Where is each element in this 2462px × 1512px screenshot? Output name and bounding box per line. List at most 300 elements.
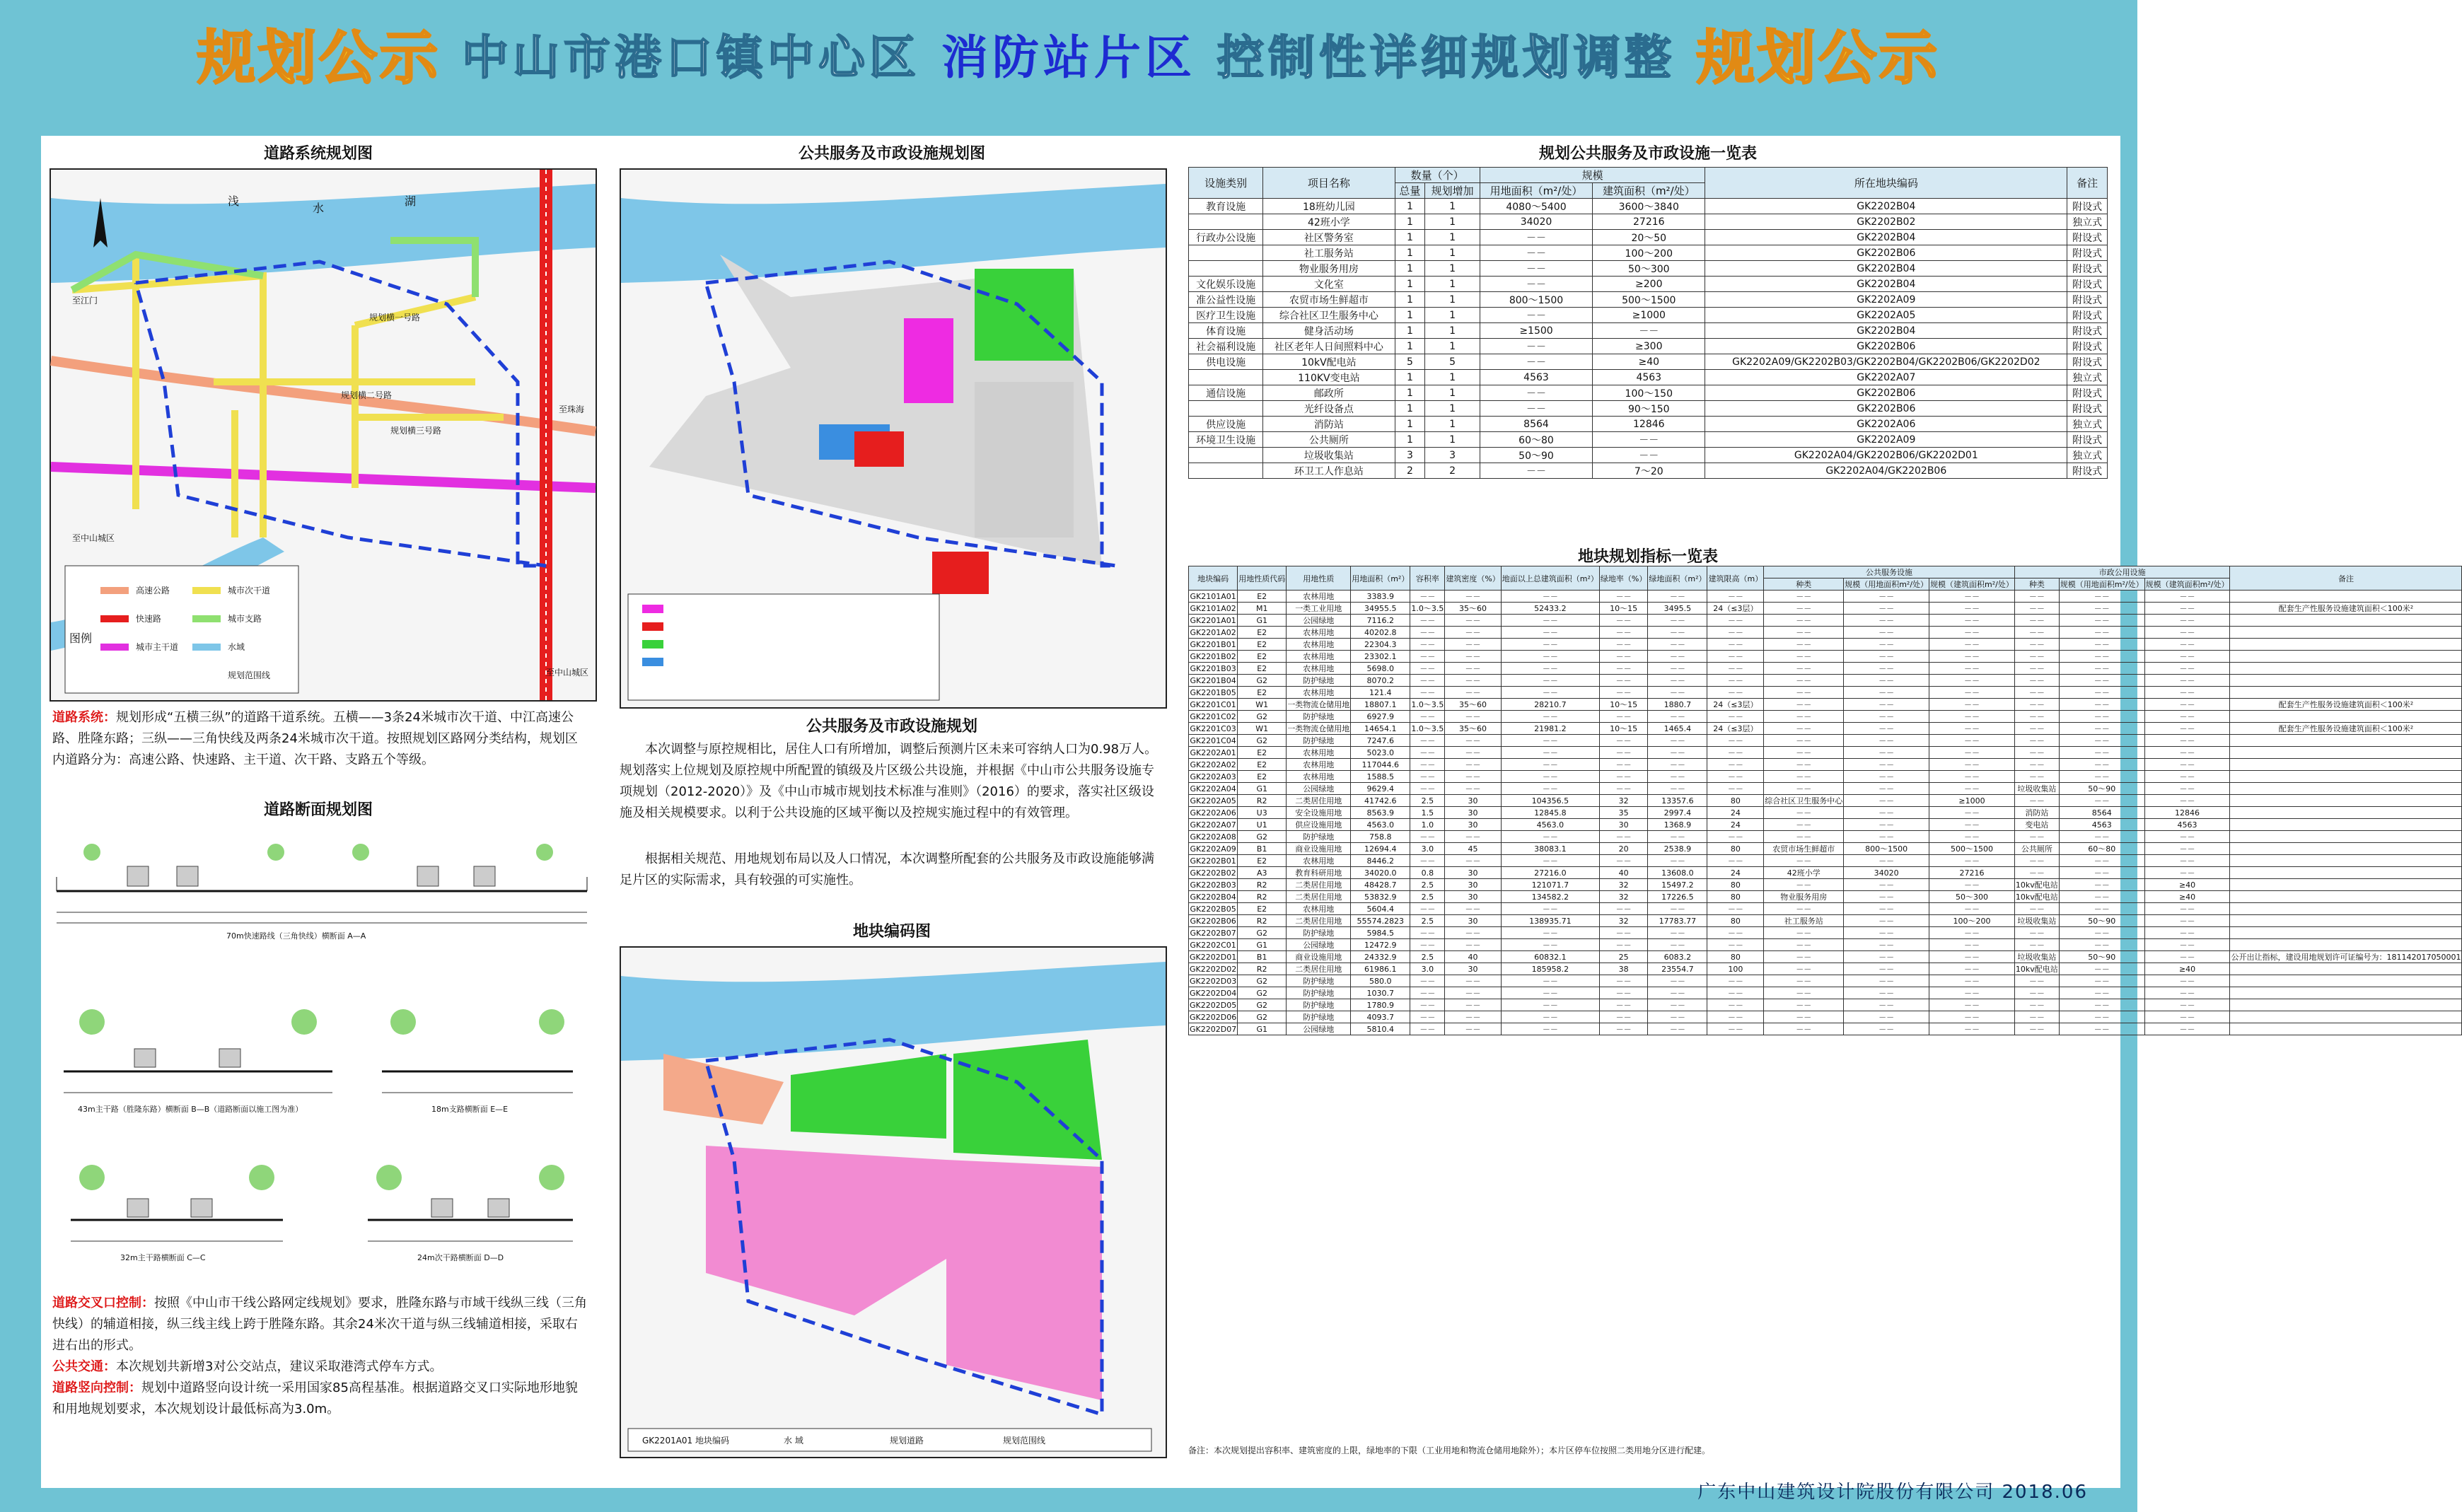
parcel-row (1189, 819, 2462, 831)
parcel-row-cell: R2 (1238, 795, 1287, 807)
road-label-h1: 规划横一号路 (369, 313, 421, 322)
parcel-row-cell: 一类物流仓储用地 (1287, 699, 1351, 711)
parcel-row-cell: 24 (1707, 807, 1764, 819)
road-text-body4: 规划中道路竖向设计统一采用国家85高程基准。根据道路交叉口实际地形地貌和用地规划要求，本次规划设计最低标高为3.0m。 (52, 1380, 578, 1417)
facility-row-cell: 8564 (1480, 417, 1592, 432)
parcel-row-cell: 30 (1445, 819, 1501, 831)
footer-company: 广东中山建筑设计院股份有限公司 2018.06 (1697, 1482, 2088, 1503)
parcel-row-cell: －－ (1599, 1011, 1647, 1023)
parcel-row-cell: －－ (1929, 603, 2015, 615)
parcel-row-cell: G2 (1238, 711, 1287, 723)
parcel-row-cell: 55574.2823 (1351, 915, 1410, 927)
parcel-row-cell: 50～300 (1929, 891, 2015, 903)
parcel-row-cell: －－ (1929, 687, 2015, 699)
parcel-row-cell: －－ (1764, 939, 1844, 951)
t2-h-code: 地块编码 (1189, 566, 1238, 591)
facility-row-cell: －－ (1593, 448, 1705, 463)
facility-row-cell: －－ (1480, 339, 1592, 354)
parcel-row-cell: －－ (1764, 963, 1844, 975)
facility-table-body (1189, 199, 2108, 479)
parcel-row-cell: －－ (1445, 639, 1501, 651)
parcel-row-cell: －－ (2059, 699, 2144, 711)
parcel-row-cell: E2 (1238, 747, 1287, 759)
parcel-row-cell: 垃圾收集站 (2014, 915, 2059, 927)
parcel-row-cell: －－ (2059, 771, 2144, 783)
parcel-row-cell: －－ (1445, 651, 1501, 663)
legend-secondary: 城市次干道 (228, 586, 271, 595)
parcel-row-cell: 9629.4 (1351, 783, 1410, 795)
parcel-row-cell: 800～1500 (1844, 843, 1929, 855)
parcel-row (1189, 999, 2462, 1011)
parcel-row-cell: E2 (1238, 855, 1287, 867)
parcel-row (1189, 927, 2462, 939)
parcel-row-cell: 8563.9 (1351, 807, 1410, 819)
parcel-row-cell: 60832.1 (1501, 951, 1599, 963)
table2-note: 备注：本次规划提出容积率、建筑密度的上限，绿地率的下限（工业用地和物流仓储用地除外）；本片区停车位按照二类用地分区进行配建。 (1188, 1446, 1711, 1455)
parcel-row-cell: －－ (2014, 939, 2059, 951)
parcel-row-cell: －－ (1599, 771, 1647, 783)
parcel-row (1189, 831, 2462, 843)
parcel-row-cell: 34955.5 (1351, 603, 1410, 615)
parcel-row-cell: GK2201C02 (1190, 711, 1236, 721)
t2-sh-type1: 种类 (1764, 578, 1844, 591)
facility-row-cell: GK2202B04 (1705, 199, 2067, 214)
parcel-row-cell: －－ (2059, 639, 2144, 651)
parcel-row-cell: 138935.71 (1501, 915, 1599, 927)
t2-h-note: 备注 (2230, 566, 2462, 591)
facility-row-cell: 附设式 (2067, 354, 2108, 370)
parcel-row-cell: －－ (1410, 711, 1445, 723)
parcel-row-cell: －－ (2144, 723, 2230, 735)
parcel-row-cell: －－ (1707, 939, 1764, 951)
facility-row-cell: 1 (1425, 292, 1480, 308)
parcel-row-cell: －－ (1707, 831, 1764, 843)
parcel-row-cell: 32 (1599, 891, 1647, 903)
parcel-row-cell: －－ (1501, 987, 1599, 999)
facility-row-cell: 环境卫生设施 (1189, 432, 1263, 448)
parcel-row-cell: 24（≤3层） (1707, 723, 1764, 735)
parcel-row-cell: G1 (1238, 615, 1287, 627)
parcel-row-cell: －－ (1445, 627, 1501, 639)
parcel-row-cell: 24（≤3层） (1707, 603, 1764, 615)
facility-row-cell: 健身活动场 (1263, 323, 1395, 339)
parcel-row-cell: 防护绿地 (1287, 975, 1351, 987)
parcel-row-cell: GK2201B01 (1190, 639, 1236, 649)
parcel-row-cell: －－ (2014, 1023, 2059, 1035)
parcel-row-cell (2230, 747, 2462, 759)
parcel-row-cell: －－ (1707, 927, 1764, 939)
parcel-row-cell (2230, 891, 2462, 903)
facility-row-cell: 1 (1395, 432, 1425, 448)
parcel-row-cell: －－ (1844, 819, 1929, 831)
parcel-row (1189, 903, 2462, 915)
facility-row-cell: 附设式 (2067, 261, 2108, 277)
parcel-row-cell: 3495.5 (1648, 603, 1707, 615)
facility-row-cell: 社区警务室 (1263, 230, 1395, 245)
parcel-row-cell: 商业设施用地 (1287, 951, 1351, 963)
parcel-row-cell: G1 (1238, 783, 1287, 795)
facility-row-cell: ≥1000 (1593, 308, 1705, 323)
facility-row-cell: 2 (1425, 463, 1480, 479)
parcel-row-cell: －－ (1648, 783, 1707, 795)
parcel-row-cell: －－ (1501, 639, 1599, 651)
facility-row-cell: 110KV变电站 (1263, 370, 1395, 385)
parcel-row-cell: GK2202A01 (1190, 748, 1236, 757)
parcel-row-cell: 1780.9 (1351, 999, 1410, 1011)
facility-row-cell: 1 (1425, 432, 1480, 448)
parcel-row-cell: 3.0 (1410, 963, 1445, 975)
parcel-row-cell: －－ (1707, 1011, 1764, 1023)
parcel-row-cell: 物业服务用房 (1764, 891, 1844, 903)
parcel-row-cell: 商业设施用地 (1287, 843, 1351, 855)
parcel-row-cell: GK2202D05 (1190, 1000, 1237, 1010)
parcel-row-cell: E2 (1238, 663, 1287, 675)
parcel-row-cell: －－ (1844, 711, 1929, 723)
parcel-row-cell: －－ (1599, 975, 1647, 987)
parcel-row-cell (2230, 855, 2462, 867)
parcel-row-cell: －－ (1410, 999, 1445, 1011)
parcel-row-cell: GK2201C01 (1190, 699, 1236, 709)
parcel-row-cell: 7247.6 (1351, 735, 1410, 747)
parcel-row-cell: R2 (1238, 891, 1287, 903)
parcel-row-cell: G1 (1238, 939, 1287, 951)
parcel-row-cell: 5984.5 (1351, 927, 1410, 939)
parcel-row-cell (2230, 987, 2462, 999)
parcel-row-cell: －－ (1445, 927, 1501, 939)
parcel-row-cell: 17226.5 (1648, 891, 1707, 903)
parcel-row-cell: －－ (1764, 639, 1844, 651)
parcel-row-cell: －－ (1599, 903, 1647, 915)
parcel-row-cell: －－ (2059, 747, 2144, 759)
parcel-row-cell: －－ (1648, 1011, 1707, 1023)
facility-row-cell: 独立式 (2067, 370, 2108, 385)
parcel-row-cell: 35～60 (1445, 699, 1501, 711)
parcel-row-cell: －－ (1844, 1023, 1929, 1035)
parcel-row-cell: 2.5 (1410, 915, 1445, 927)
parcel-row-cell: GK2202D03 (1190, 976, 1237, 986)
parcel-row-cell: －－ (2144, 951, 2230, 963)
section-c-caption: 32m主干路横断面 C—C (120, 1253, 206, 1262)
parcel-legend-boundary: 规划范围线 (1003, 1436, 1046, 1446)
parcel-row-cell: 24（≤3层） (1707, 699, 1764, 711)
road-label-h3: 规划横三号路 (390, 426, 442, 436)
parcel-row-cell: －－ (1501, 999, 1599, 1011)
parcel-row-cell: GK2202B05 (1190, 904, 1236, 914)
road-text-head4: 道路竖向控制： (52, 1380, 141, 1395)
legend-expressway: 高速公路 (136, 586, 170, 595)
parcel-row-cell: 12846 (2144, 807, 2230, 819)
facility-row-cell: 1 (1425, 230, 1480, 245)
banner-title-c: 控制性详细规划调整 (1217, 30, 1676, 85)
facility-row-cell: 1 (1395, 339, 1425, 354)
parcel-row-cell: －－ (1844, 783, 1929, 795)
parcel-row (1189, 639, 2462, 651)
facility-row-cell: 附设式 (2067, 308, 2108, 323)
parcel-row-cell: －－ (1764, 615, 1844, 627)
parcel-row-cell: －－ (1929, 759, 2015, 771)
facility-row (1189, 292, 2108, 308)
parcel-row-cell: －－ (1445, 999, 1501, 1011)
parcel-row-cell: －－ (2014, 699, 2059, 711)
parcel-row (1189, 687, 2462, 699)
parcel-row-cell: E2 (1238, 771, 1287, 783)
parcel-row-cell: －－ (1648, 1023, 1707, 1035)
facility-row-cell (1189, 401, 1263, 417)
facility-row-cell: 物业服务用房 (1263, 261, 1395, 277)
parcel-row-cell: －－ (1599, 591, 1647, 603)
parcel-row-cell: －－ (1648, 759, 1707, 771)
parcel-row-cell: －－ (1764, 735, 1844, 747)
parcel-row-cell: 32 (1599, 795, 1647, 807)
parcel-row-cell: －－ (1445, 1011, 1501, 1023)
facility-row-cell: －－ (1593, 323, 1705, 339)
parcel-row-cell: 80 (1707, 951, 1764, 963)
facility-row-cell: 综合社区卫生服务中心 (1263, 308, 1395, 323)
parcel-row-cell: 50～90 (2059, 783, 2144, 795)
parcel-row-cell: 防护绿地 (1287, 1011, 1351, 1023)
parcel-row-cell: 二类居住用地 (1287, 915, 1351, 927)
parcel-row-cell: －－ (1599, 783, 1647, 795)
road-text-head1: 道路系统： (52, 710, 116, 725)
parcel-row-cell: －－ (1410, 1023, 1445, 1035)
facility-row-cell: GK2202B06 (1705, 339, 2067, 354)
facility-row-cell: GK2202B06 (1705, 245, 2067, 261)
parcel-row-cell: －－ (2144, 735, 2230, 747)
parcel-row-cell: M1 (1238, 603, 1287, 615)
parcel-row-cell: －－ (1648, 627, 1707, 639)
parcel-row-cell: －－ (2144, 975, 2230, 987)
facility-row-cell: 教育设施 (1189, 199, 1263, 214)
facility-row (1189, 245, 2108, 261)
parcel-row-cell: －－ (2014, 999, 2059, 1011)
facility-row (1189, 261, 2108, 277)
parcel-row-cell: －－ (2144, 711, 2230, 723)
public-text-p1: 本次调整与原控规相比，居住人口有所增加，调整后预测片区未来可容纳人口为0.98万人。规划落实上位规划及原控规中所配置的镇级及片区级公共设施，并根据《中山市公共服务设施专项规划（2012-2020）》及《中山市城市规划技术标准与准则》（2016）的要求，落实社区级设施及相关规模要求。以利于公共设施的区域平衡以及控规实施过程中的有效管理。 (620, 742, 1158, 820)
parcel-row-cell: －－ (1764, 831, 1844, 843)
parcel-row-cell: －－ (2144, 627, 2230, 639)
parcel-row-cell: －－ (1929, 939, 2015, 951)
parcel-row-cell: 10kv配电站 (2014, 963, 2059, 975)
place-zhuhai: 至珠海 (559, 405, 585, 414)
facility-row-cell: 100～150 (1593, 385, 1705, 401)
parcel-row-cell: GK2202A03 (1190, 772, 1236, 781)
road-text-head3: 公共交通： (52, 1359, 116, 1374)
parcel-row-cell: 4563.0 (1501, 819, 1599, 831)
parcel-row-cell: 1880.7 (1648, 699, 1707, 711)
parcel-row-cell: 农林用地 (1287, 771, 1351, 783)
facility-row-cell: 公共厕所 (1263, 432, 1395, 448)
water-label-3: 湖 (405, 194, 417, 208)
parcel-row-cell: U1 (1238, 819, 1287, 831)
parcel-row-cell: G2 (1238, 927, 1287, 939)
parcel-row-cell: －－ (1929, 627, 2015, 639)
facility-row-cell: 附设式 (2067, 292, 2108, 308)
parcel-row-cell (2230, 1011, 2462, 1023)
parcel-row-cell: －－ (1844, 951, 1929, 963)
parcel-row (1189, 723, 2462, 735)
parcel-row-cell: G2 (1238, 1011, 1287, 1023)
facility-row-cell: GK2202A09 (1705, 292, 2067, 308)
parcel-row-cell: 农林用地 (1287, 627, 1351, 639)
parcel-row-cell: 32 (1599, 915, 1647, 927)
parcel-row-cell: －－ (2059, 759, 2144, 771)
parcel-row-cell (2230, 687, 2462, 699)
facility-row-cell: 27216 (1593, 214, 1705, 230)
parcel-row-cell: 52433.2 (1501, 603, 1599, 615)
parcel-row-cell: 580.0 (1351, 975, 1410, 987)
parcel-row-cell: 农林用地 (1287, 651, 1351, 663)
parcel-row-cell: －－ (2014, 603, 2059, 615)
parcel-row-cell: －－ (2059, 879, 2144, 891)
parcel-row-cell: －－ (1764, 663, 1844, 675)
parcel-row-cell: 农林用地 (1287, 747, 1351, 759)
facility-row (1189, 401, 2108, 417)
parcel-row-cell: －－ (1445, 675, 1501, 687)
parcel-row-cell: －－ (1764, 951, 1844, 963)
facility-row-cell: 50～300 (1593, 261, 1705, 277)
parcel-row-cell: 24 (1707, 819, 1764, 831)
parcel-row-cell: －－ (2059, 927, 2144, 939)
parcel-row-cell: 15497.2 (1648, 879, 1707, 891)
parcel-row-cell (2230, 819, 2462, 831)
parcel-row-cell: －－ (1648, 687, 1707, 699)
parcel-row-cell: －－ (1844, 999, 1929, 1011)
facility-row-cell: 邮政所 (1263, 385, 1395, 401)
facility-row (1189, 199, 2108, 214)
parcel-row-cell: －－ (1410, 627, 1445, 639)
parcel-row-cell: －－ (1445, 831, 1501, 843)
parcel-row-cell: －－ (2059, 615, 2144, 627)
parcel-row (1189, 1011, 2462, 1023)
t2-h-greenarea: 绿地面积（m²） (1648, 566, 1707, 591)
parcel-row-cell: －－ (1844, 831, 1929, 843)
parcel-row-cell: －－ (2059, 999, 2144, 1011)
facility-row-cell: 附设式 (2067, 230, 2108, 245)
parcel-row-cell: 防护绿地 (1287, 675, 1351, 687)
parcel-row-cell: －－ (1844, 1011, 1929, 1023)
banner-title (0, 14, 2137, 92)
parcel-row-cell: 6083.2 (1648, 951, 1707, 963)
legend-main: 城市主干道 (136, 642, 179, 652)
facility-row-cell: 12846 (1593, 417, 1705, 432)
parcel-row-cell: 供应设施用地 (1287, 819, 1351, 831)
parcel-row-cell: －－ (1844, 927, 1929, 939)
parcel-row-cell: －－ (1501, 855, 1599, 867)
parcel-row-cell: －－ (2144, 747, 2230, 759)
facility-row-cell: 3600～3840 (1593, 199, 1705, 214)
parcel-row-cell: －－ (1764, 711, 1844, 723)
parcel-row-cell: －－ (2014, 675, 2059, 687)
place-jiangmen: 至江门 (72, 296, 98, 306)
parcel-row-cell: －－ (2144, 1023, 2230, 1035)
parcel-row-cell: －－ (2144, 927, 2230, 939)
parcel-row-cell: 3383.9 (1351, 591, 1410, 603)
parcel-row (1189, 603, 2462, 615)
parcel-row-cell: －－ (1844, 975, 1929, 987)
parcel-row-cell: 配套生产性服务设施建筑面积＜100米² (2230, 699, 2462, 711)
facility-row-cell: 社区老年人日间照料中心 (1263, 339, 1395, 354)
facility-row-cell: 体育设施 (1189, 323, 1263, 339)
parcel-row-cell: －－ (2059, 975, 2144, 987)
parcel-row-cell (2230, 903, 2462, 915)
road-map-title: 道路系统规划图 (263, 145, 373, 163)
parcel-row-cell: 农林用地 (1287, 903, 1351, 915)
parcel-row-cell: －－ (1844, 879, 1929, 891)
facility-row-cell: 42班小学 (1263, 214, 1395, 230)
parcel-row (1189, 711, 2462, 723)
parcel-row-cell: －－ (2059, 891, 2144, 903)
parcel-row-cell: －－ (1599, 675, 1647, 687)
parcel-row-cell: －－ (1844, 891, 1929, 903)
parcel-row-cell: －－ (2014, 627, 2059, 639)
parcel-row-cell: 758.8 (1351, 831, 1410, 843)
legend-boundary: 规划范围线 (228, 670, 271, 680)
parcel-row-cell: －－ (2014, 615, 2059, 627)
parcel-row-cell: －－ (1764, 999, 1844, 1011)
parcel-row-cell (2230, 807, 2462, 819)
parcel-row-cell: －－ (1929, 831, 2015, 843)
parcel-row-cell: －－ (2144, 999, 2230, 1011)
parcel-row-cell: GK2202D04 (1190, 988, 1237, 998)
parcel-row-cell: －－ (2144, 867, 2230, 879)
parcel-row-cell: 30 (1599, 819, 1647, 831)
parcel-row-cell: －－ (1410, 675, 1445, 687)
parcel-row-cell: －－ (1764, 987, 1844, 999)
parcel-row-cell: 农林用地 (1287, 759, 1351, 771)
parcel-row-cell: －－ (1929, 747, 2015, 759)
parcel-row-cell (2230, 735, 2462, 747)
parcel-row-cell: 二类居住用地 (1287, 795, 1351, 807)
parcel-row-cell: 30 (1445, 807, 1501, 819)
parcel-row-cell: 100 (1707, 963, 1764, 975)
parcel-row-cell: －－ (1707, 627, 1764, 639)
parcel-row-cell: －－ (1929, 1011, 2015, 1023)
parcel-row-cell: －－ (2059, 735, 2144, 747)
facility-row-cell: 附设式 (2067, 385, 2108, 401)
facility-row-cell: GK2202A09 (1705, 432, 2067, 448)
parcel-table-body (1189, 591, 2462, 1035)
parcel-row-cell: －－ (1599, 987, 1647, 999)
facility-row-cell: 500～1500 (1593, 292, 1705, 308)
facility-row-cell: GK2202B04 (1705, 261, 2067, 277)
t1-h-scale: 规模 (1480, 168, 1705, 183)
parcel-row-cell: 80 (1707, 915, 1764, 927)
facility-row-cell: GK2202B02 (1705, 214, 2067, 230)
parcel-row-cell: 24332.9 (1351, 951, 1410, 963)
parcel-row-cell: －－ (2144, 843, 2230, 855)
facility-row-cell: 供电设施 (1189, 354, 1263, 370)
parcel-row-cell: 48428.7 (1351, 879, 1410, 891)
parcel-row-cell: －－ (1599, 651, 1647, 663)
parcel-row-cell: 1588.5 (1351, 771, 1410, 783)
parcel-row-cell: 27216.0 (1501, 867, 1599, 879)
table1-title: 规划公共服务及市政设施一览表 (1538, 145, 1757, 163)
section-d-caption: 24m次干路横断面 D—D (417, 1253, 504, 1262)
parcel-row-cell: －－ (2144, 915, 2230, 927)
parcel-row-cell: 1030.7 (1351, 987, 1410, 999)
parcel-row-cell: 61986.1 (1351, 963, 1410, 975)
parcel-row-cell: －－ (1445, 759, 1501, 771)
parcel-row-cell: －－ (1410, 783, 1445, 795)
parcel-row-cell: －－ (2144, 855, 2230, 867)
parcel-row-cell: 5810.4 (1351, 1023, 1410, 1035)
parcel-row-cell: 二类居住用地 (1287, 963, 1351, 975)
parcel-row-cell: E2 (1238, 651, 1287, 663)
parcel-row-cell: 5023.0 (1351, 747, 1410, 759)
parcel-row-cell: －－ (1764, 747, 1844, 759)
parcel-row-cell: －－ (1764, 1011, 1844, 1023)
parcel-row-cell: G1 (1238, 1023, 1287, 1035)
